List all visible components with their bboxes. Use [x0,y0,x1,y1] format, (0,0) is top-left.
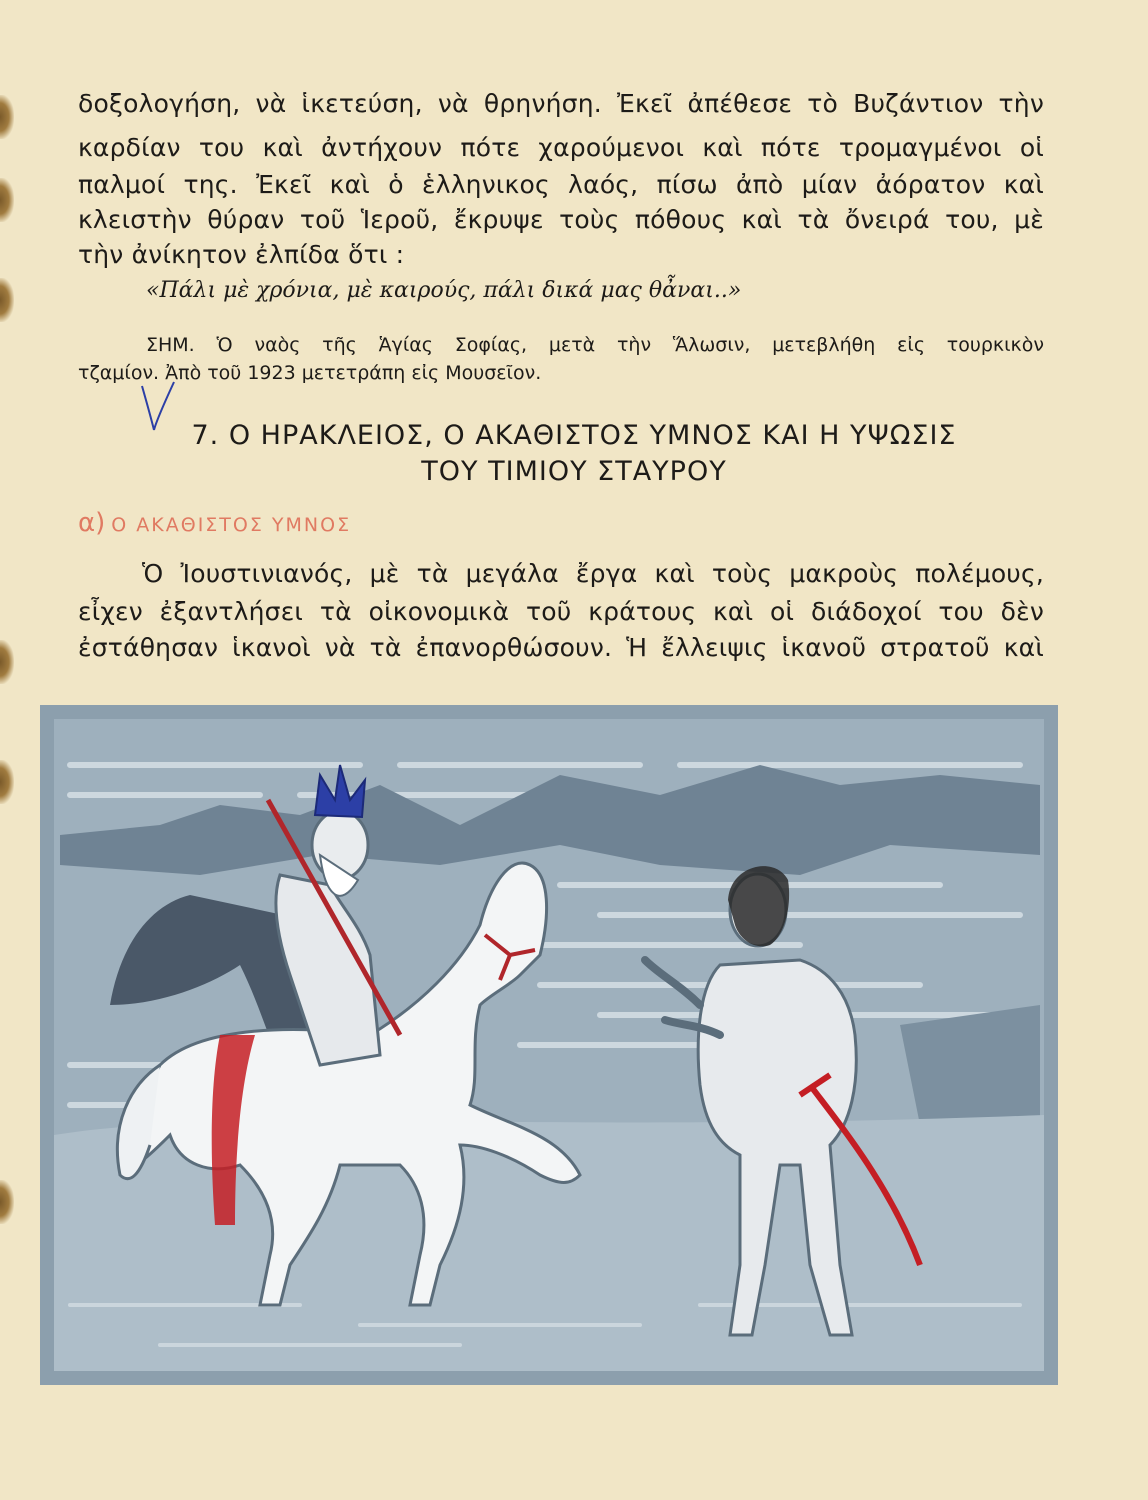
text-line: παλμοί της. Ἐκεῖ καὶ ὁ ἑλληνικος λαός, πίσω ἀπὸ μίαν ἀόρατον καὶ [78,170,1044,199]
text-line: Ὁ Ἰουστινιανός, μὲ τὰ μεγάλα ἔργα καὶ τοὺς μακροὺς πολέμους, [142,559,1044,588]
illustration-emperor-on-horse [40,705,1058,1385]
subheading-text: Ο ΑΚΑΘΙΣΤΟΣ ΥΜΝΟΣ [111,514,352,536]
subheading-marker: α) [78,508,106,538]
footnote-line: τζαμίον. Ἀπὸ τοῦ 1923 μετετράπη εἰς Μουσεῖον. [78,362,542,384]
subheading [78,508,351,538]
text-line: τὴν ἀνίκητον ἐλπίδα ὅτι : [78,240,405,269]
text-line: ἐστάθησαν ἱκανοὶ νὰ τὰ ἐπανορθώσουν. Ἡ ἔλλειψις ἱκανοῦ στρατοῦ καὶ [78,633,1044,662]
section-heading-line-2: ΤΟΥ ΤΙΜΙΟΥ ΣΤΑΥΡΟΥ [421,456,727,487]
text-line: δοξολογήση, νὰ ἱκετεύση, νὰ θρηνήση. Ἐκεῖ ἀπέθεσε τὸ Βυζάντιον τὴν [78,89,1044,118]
footnote-line: ΣΗΜ. Ὁ ναὸς τῆς Ἁγίας Σοφίας, μετὰ τὴν Ἅλωσιν, μετεβλήθη εἰς τουρκικὸν [146,334,1044,356]
section-heading: 7. Ο ΗΡΑΚΛΕΙΟΣ, Ο ΑΚΑΘΙΣΤΟΣ ΥΜΝΟΣ ΚΑΙ Η ΥΨΩΣΙΣ [191,420,957,451]
text-line: εἶχεν ἐξαντλήσει τὰ οἰκονομικὰ τοῦ κράτους καὶ οἱ διάδοχοί του δὲν [78,597,1044,626]
quote: «Πάλι μὲ χρόνια, μὲ καιρούς, πάλι δικά μας θἆναι..» [146,278,742,303]
text-line: καρδίαν του καὶ ἀντήχουν πότε χαρούμενοι καὶ πότε τρομαγμένοι οἱ [78,133,1044,162]
text-line: κλειστὴν θύραν τοῦ Ἱεροῦ, ἔκρυψε τοὺς πόθους καὶ τὰ ὄνειρά του, μὲ [78,205,1044,234]
